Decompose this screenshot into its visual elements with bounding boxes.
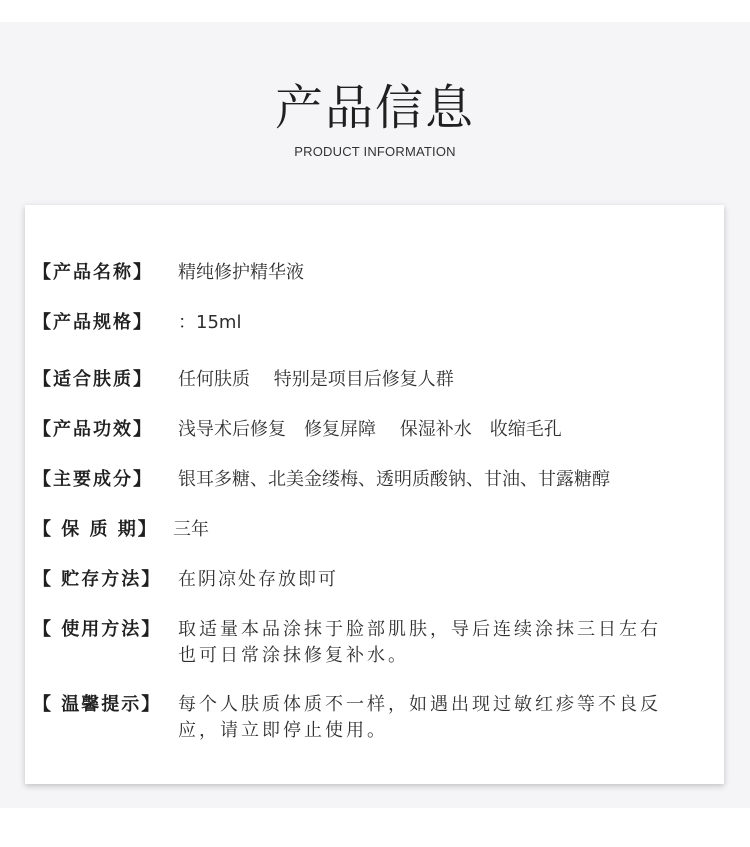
- row-label: 【 贮存方法】: [33, 569, 162, 590]
- row-value: [178, 692, 718, 744]
- row-value-line: 也可日常涂抹修复补水。: [178, 645, 409, 666]
- row-value: 浅导术后修复 修复屏障 保湿补水 收缩毛孔: [178, 419, 562, 440]
- row-value: 银耳多糖、北美金缕梅、透明质酸钠、甘油、甘露糖醇: [178, 469, 610, 490]
- row-value-line: 每个人肤质体质不一样，如遇出现过敏红疹等不良反: [178, 694, 661, 715]
- row-value-line: 应，请立即停止使用。: [178, 720, 388, 741]
- row-label: 【主要成分】: [33, 469, 153, 490]
- row-value: ：15ml: [178, 312, 242, 333]
- row-value: 精纯修护精华液: [178, 262, 304, 283]
- product-info-card: [25, 205, 724, 784]
- row-label: 【产品功效】: [33, 419, 153, 440]
- page-title: 产品信息: [274, 80, 475, 136]
- page-subtitle: PRODUCT INFORMATION: [294, 144, 456, 159]
- row-value-line: 取适量本品涂抹于脸部肌肤，导后连续涂抹三日左右: [178, 619, 661, 640]
- row-label: 【 温馨提示】: [33, 694, 162, 715]
- row-label: 【 保 质 期】: [33, 519, 158, 540]
- row-value: 三年: [173, 519, 209, 540]
- row-label: 【产品名称】: [33, 262, 153, 283]
- row-value: [178, 617, 718, 669]
- row-value: 在阴凉处存放即可: [178, 569, 338, 590]
- background-panel: [0, 22, 750, 808]
- row-label: 【适合肤质】: [33, 369, 153, 390]
- row-value: 任何肤质 特别是项目后修复人群: [178, 369, 454, 390]
- row-label: 【产品规格】: [33, 312, 153, 333]
- row-label: 【 使用方法】: [33, 619, 162, 640]
